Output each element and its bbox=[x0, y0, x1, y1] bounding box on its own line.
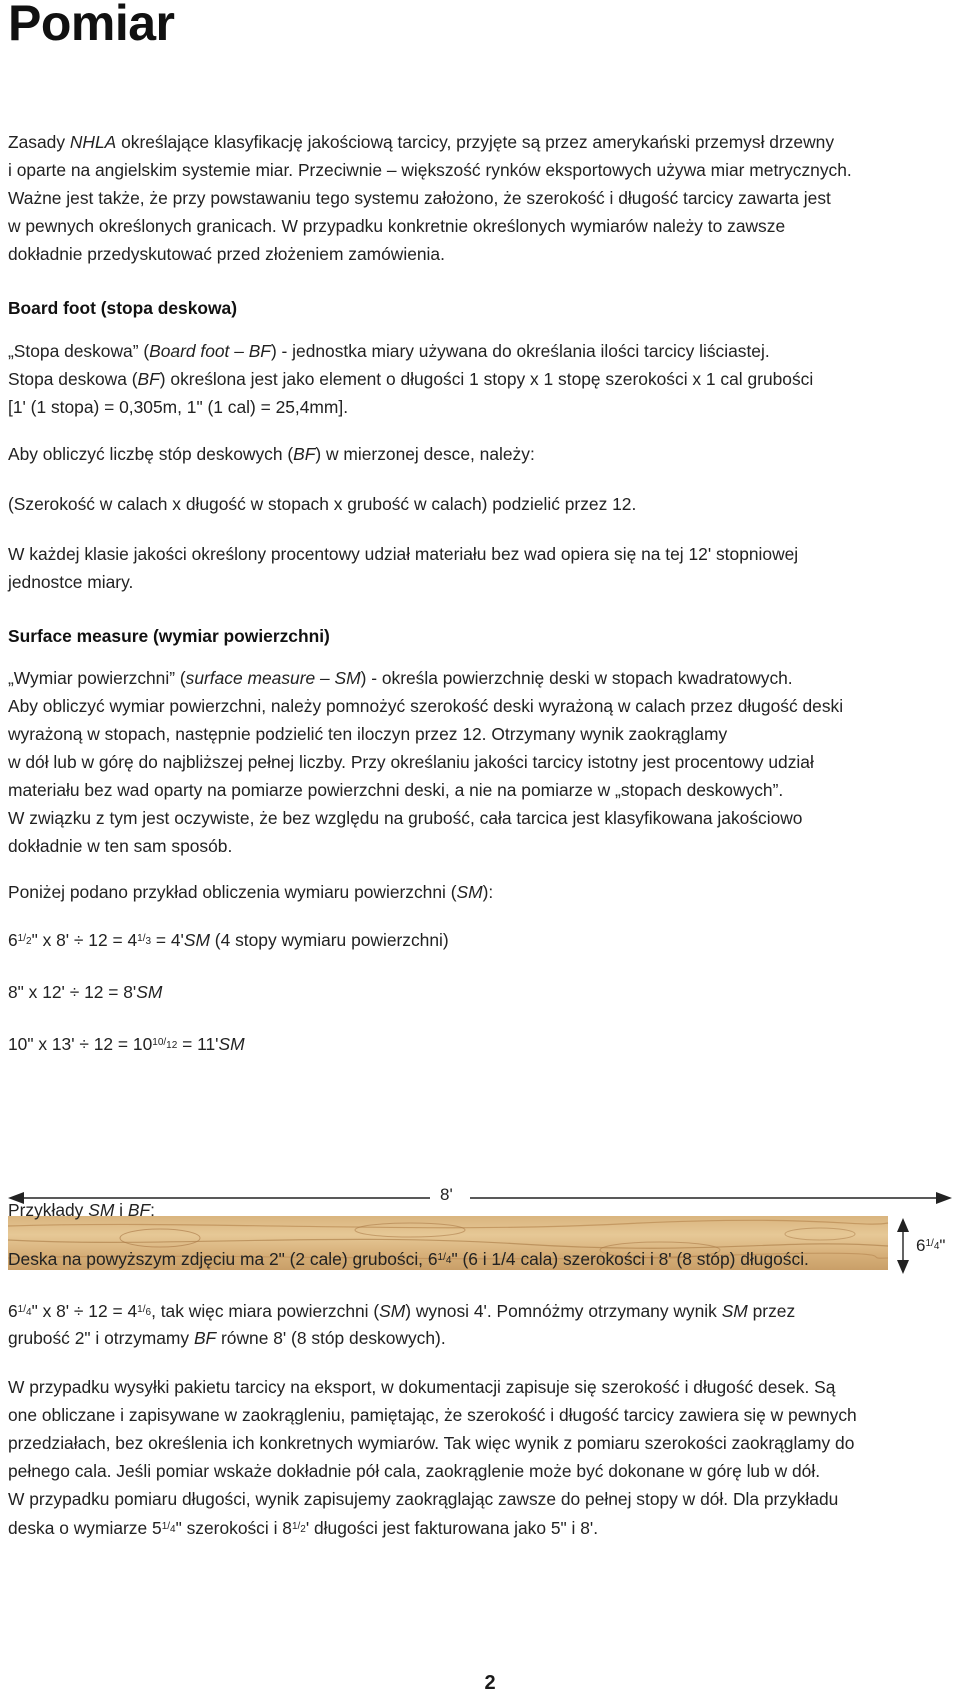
intro-line: dokładnie przedyskutować przed złożeniem zamówienia. bbox=[8, 244, 445, 264]
board-foot-line: „Stopa deskowa” (Board foot – BF) - jednostka miary używana do określania ilości tarcicy liściastej. bbox=[8, 341, 770, 361]
board-foot-line: [1' (1 stopa) = 0,305m, 1" (1 cal) = 25,4mm]. bbox=[8, 397, 349, 417]
surface-line: W związku z tym jest oczywiste, że bez względu na grubość, cała tarcica jest klasyfikowana jakościowo bbox=[8, 808, 803, 828]
intro-line: Zasady NHLA określające klasyfikację jakościową tarcicy, przyjęte są przez amerykański przemysł drzewny bbox=[8, 132, 835, 152]
intro-line: i oparte na angielskim systemie miar. Przeciwnie – większość rynków eksportowych używa miar metrycznych. bbox=[8, 160, 852, 180]
surface-line: materiału bez wad oparty na pomiarze powierzchni deski, a nie na pomiarze w „stopach deskowych”. bbox=[8, 780, 784, 800]
section-heading-surface-measure: Surface measure (wymiar powierzchni) bbox=[8, 626, 330, 646]
page-title: Pomiar bbox=[8, 0, 175, 51]
bf-formula: (Szerokość w calach x długość w stopach x grubość w calach) podzielić przez 12. bbox=[8, 494, 637, 514]
surface-line: dokładnie w ten sam sposób. bbox=[8, 836, 233, 856]
examples-line: grubość 2" i otrzymamy BF równe 8' (8 stóp deskowych). bbox=[8, 1328, 446, 1348]
surface-line: w dół lub w górę do najbliższej pełnej liczby. Przy określaniu jakości tarcicy istotny jest procentowy udział bbox=[8, 752, 814, 772]
examples-heading: Przykłady SM i BF: bbox=[8, 1200, 155, 1220]
examples-paragraph-1: Deska na powyższym zdjęciu ma 2" (2 cale) grubości, 61/4" (6 i 1/4 cala) szerokości i 8' (8 stóp) długości. bbox=[8, 1249, 809, 1269]
length-label: 8' bbox=[440, 1185, 453, 1204]
surface-line: Aby obliczyć wymiar powierzchni, należy pomnożyć szerokość deski wyrażoną w calach przez długość deski bbox=[8, 696, 844, 716]
bf-calc-instruction: Aby obliczyć liczbę stóp deskowych (BF) w mierzonej desce, należy: bbox=[8, 444, 535, 464]
examples-line: 61/4" x 8' ÷ 12 = 41/6, tak więc miara powierzchni (SM) wynosi 4'. Pomnóżmy otrzymany wynik SM przez bbox=[8, 1301, 796, 1321]
export-line: deska o wymiarze 51/4" szerokości i 81/2' długości jest fakturowana jako 5" i 8'. bbox=[8, 1518, 599, 1538]
width-label: 61/4" bbox=[916, 1236, 946, 1255]
export-line: pełnego cala. Jeśli pomiar wskaże dokładnie pół cala, zaokrąglenie może być dokonane w górę lub w dół. bbox=[8, 1461, 821, 1481]
example-intro: Poniżej podano przykład obliczenia wymiaru powierzchni (SM): bbox=[8, 882, 494, 902]
intro-line: w pewnych określonych granicach. W przypadku konkretnie określonych wymiarów należy to zawsze bbox=[8, 216, 786, 236]
section-heading-board-foot: Board foot (stopa deskowa) bbox=[8, 298, 237, 318]
bf-unit-line: W każdej klasie jakości określony procentowy udział materiału bez wad opiera się na tej 12' stopniowej bbox=[8, 544, 799, 564]
export-line: przedziałach, bez określenia ich konkretnych wymiarów. Tak więc wynik z pomiaru szerokości zaokrąglamy do bbox=[8, 1433, 855, 1453]
calc-example-1: 61/2" x 8' ÷ 12 = 41/3 = 4'SM (4 stopy wymiaru powierzchni) bbox=[8, 930, 449, 950]
surface-line: wyrażoną w stopach, następnie podzielić ten iloczyn przez 12. Otrzymany wynik zaokrąglamy bbox=[8, 724, 728, 744]
export-line: one obliczane i zapisywane w zaokrągleniu, pamiętając, że szerokość i długość tarcicy zawiera się w pewnych bbox=[8, 1405, 857, 1425]
board-foot-line: Stopa deskowa (BF) określona jest jako element o długości 1 stopy x 1 stopę szerokości x 1 cal grubości bbox=[8, 369, 814, 389]
calc-example-3: 10" x 13' ÷ 12 = 1010/12 = 11'SM bbox=[8, 1034, 245, 1054]
surface-line: „Wymiar powierzchni” (surface measure – SM) - określa powierzchnię deski w stopach kwadratowych. bbox=[8, 668, 793, 688]
page-number: 2 bbox=[484, 1672, 496, 1694]
export-line: W przypadku wysyłki pakietu tarcicy na eksport, w dokumentacji zapisuje się szerokość i długość desek. Są bbox=[8, 1377, 836, 1397]
bf-unit-line: jednostce miary. bbox=[8, 572, 134, 592]
intro-line: Ważne jest także, że przy powstawaniu tego systemu założono, że szerokość i długość tarcicy zawarta jest bbox=[8, 188, 831, 208]
export-line: W przypadku pomiaru długości, wynik zapisujemy zaokrąglając zawsze do pełnej stopy w dół. Dla przykładu bbox=[8, 1489, 839, 1509]
calc-example-2: 8" x 12' ÷ 12 = 8'SM bbox=[8, 982, 163, 1002]
